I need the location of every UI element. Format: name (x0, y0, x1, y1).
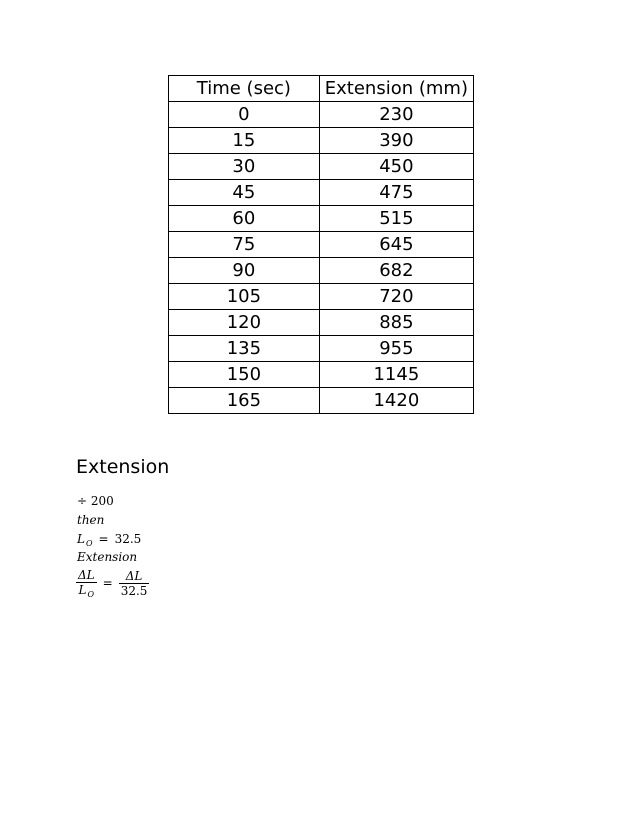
cell-time: 60 (169, 206, 320, 232)
table-row (169, 102, 474, 128)
cell-time: 150 (169, 362, 320, 388)
table-row (169, 284, 474, 310)
equals-sign: = (98, 532, 109, 546)
then-label: then (77, 513, 105, 527)
cell-extension: 645 (319, 232, 473, 258)
table-row (169, 362, 474, 388)
cell-time: 45 (169, 180, 320, 206)
table-row (169, 180, 474, 206)
cell-extension: 955 (319, 336, 473, 362)
left-fraction (76, 568, 97, 599)
table-body (169, 102, 474, 414)
lo-symbol-denominator: L (78, 583, 87, 597)
cell-extension: 450 (319, 154, 473, 180)
table-row (169, 310, 474, 336)
cell-time: 165 (169, 388, 320, 414)
strain-equals-sign: = (102, 576, 113, 590)
table-header-row (169, 76, 474, 102)
cell-extension: 515 (319, 206, 473, 232)
cell-time: 120 (169, 310, 320, 336)
cell-time: 15 (169, 128, 320, 154)
column-header-extension: Extension (mm) (319, 76, 473, 102)
cell-extension: 720 (319, 284, 473, 310)
cell-time: 105 (169, 284, 320, 310)
divide-by-200: ÷ 200 (77, 494, 114, 508)
table-row (169, 232, 474, 258)
column-header-time: Time (sec) (169, 76, 320, 102)
left-denominator (76, 583, 97, 599)
extension-heading: Extension (76, 456, 170, 478)
cell-extension: 682 (319, 258, 473, 284)
left-numerator: ΔL (78, 568, 95, 582)
cell-extension: 230 (319, 102, 473, 128)
extension-label: Extension (77, 550, 138, 564)
table-row (169, 388, 474, 414)
table-row (169, 206, 474, 232)
cell-time: 75 (169, 232, 320, 258)
table-row (169, 336, 474, 362)
lo-subscript-denominator: O (87, 590, 95, 599)
right-fraction (119, 569, 150, 598)
right-denominator: 32.5 (120, 584, 148, 598)
cell-time: 90 (169, 258, 320, 284)
right-numerator: ΔL (119, 569, 150, 584)
table-row (169, 128, 474, 154)
lo-value: 32.5 (114, 532, 142, 546)
lo-subscript: O (85, 539, 93, 548)
lo-symbol: L (77, 532, 85, 546)
cell-extension: 885 (319, 310, 473, 336)
time-extension-table (168, 75, 474, 414)
table-row (169, 154, 474, 180)
lo-equation (77, 532, 141, 548)
cell-extension: 475 (319, 180, 473, 206)
cell-extension: 1420 (319, 388, 473, 414)
cell-extension: 390 (319, 128, 473, 154)
strain-equation (76, 568, 149, 599)
table-row (169, 258, 474, 284)
cell-time: 30 (169, 154, 320, 180)
cell-time: 135 (169, 336, 320, 362)
cell-extension: 1145 (319, 362, 473, 388)
cell-time: 0 (169, 102, 320, 128)
